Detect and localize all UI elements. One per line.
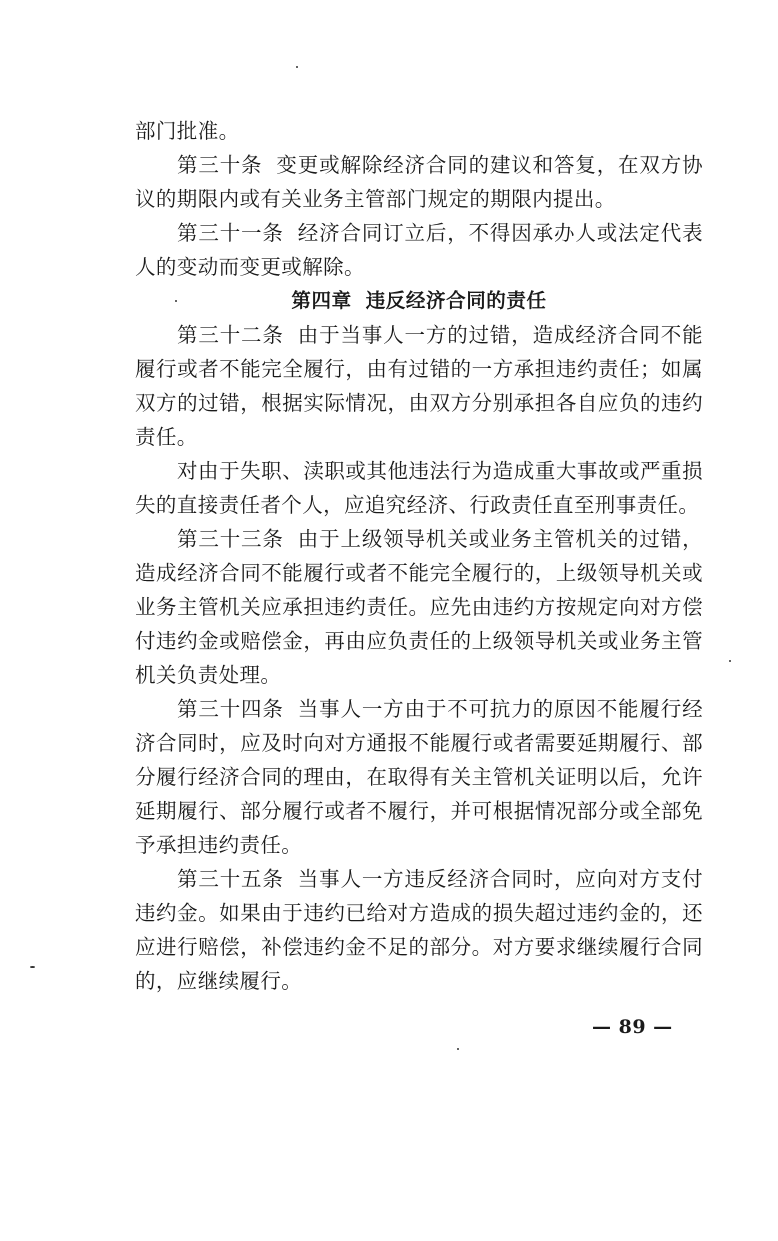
article-30-text: 变更或解除经济合同的建议和答复，在双方协议的期限内或有关业务主管部门规定的期限内提出。 [135, 153, 704, 211]
article-33 [135, 522, 703, 692]
article-32 [135, 318, 703, 454]
page-number: — 89 — [592, 1016, 673, 1038]
chapter-title: 违反经济合同的责任 [365, 289, 547, 312]
scan-speck [30, 966, 35, 968]
chapter-number: 第四章 [291, 289, 352, 312]
article-34-number: 第三十四条 [177, 697, 284, 721]
scan-speck [296, 66, 298, 68]
article-34 [135, 692, 703, 862]
article-35-text: 当事人一方违反经济合同时，应向对方支付违约金。如果由于违约已给对方造成的损失超过违约金的，还应进行赔偿，补偿违约金不足的部分。对方要求继续履行合同的，应继续履行。 [135, 867, 703, 993]
article-35-number: 第三十五条 [177, 867, 284, 891]
article-31 [135, 216, 703, 284]
article-33-text: 由于上级领导机关或业务主管机关的过错，造成经济合同不能履行或者不能完全履行的，上级领导机关或业务主管机关应承担违约责任。应先由违约方按规定向对方偿付违约金或赔偿金，再由应负责任的上级领导机关或业务主管机关负责处理。 [135, 527, 703, 687]
article-33-number: 第三十三条 [177, 527, 284, 551]
chapter-heading [135, 284, 703, 318]
article-34-text: 当事人一方由于不可抗力的原因不能履行经济合同时，应及时向对方通报不能履行或者需要延期履行、部分履行经济合同的理由，在取得有关主管机关证明以后，允许延期履行、部分履行或者不履行，并可根据情况部分或全部免予承担违约责任。 [135, 697, 703, 857]
article-31-text: 经济合同订立后，不得因承办人或法定代表人的变动而变更或解除。 [135, 221, 703, 279]
opening-text: 部门批准。 [135, 119, 240, 143]
article-32-number: 第三十二条 [177, 323, 284, 347]
article-32-paragraph-2 [135, 454, 703, 522]
article-32-text: 由于当事人一方的过错，造成经济合同不能履行或者不能完全履行，由有过错的一方承担违约责任；如属双方的过错，根据实际情况，由双方分别承担各自应负的违约责任。 [135, 323, 703, 449]
article-35 [135, 862, 703, 998]
article-30-number: 第三十条 [177, 153, 263, 177]
article-30 [135, 148, 703, 216]
scan-speck [457, 1048, 459, 1050]
scan-speck [729, 660, 731, 662]
article-32-second-paragraph: 对由于失职、渎职或其他违法行为造成重大事故或严重损失的直接责任者个人，应追究经济、行政责任直至刑事责任。 [135, 459, 703, 517]
paragraph-opening [135, 114, 703, 148]
article-31-number: 第三十一条 [177, 221, 284, 245]
body-text [135, 114, 703, 998]
